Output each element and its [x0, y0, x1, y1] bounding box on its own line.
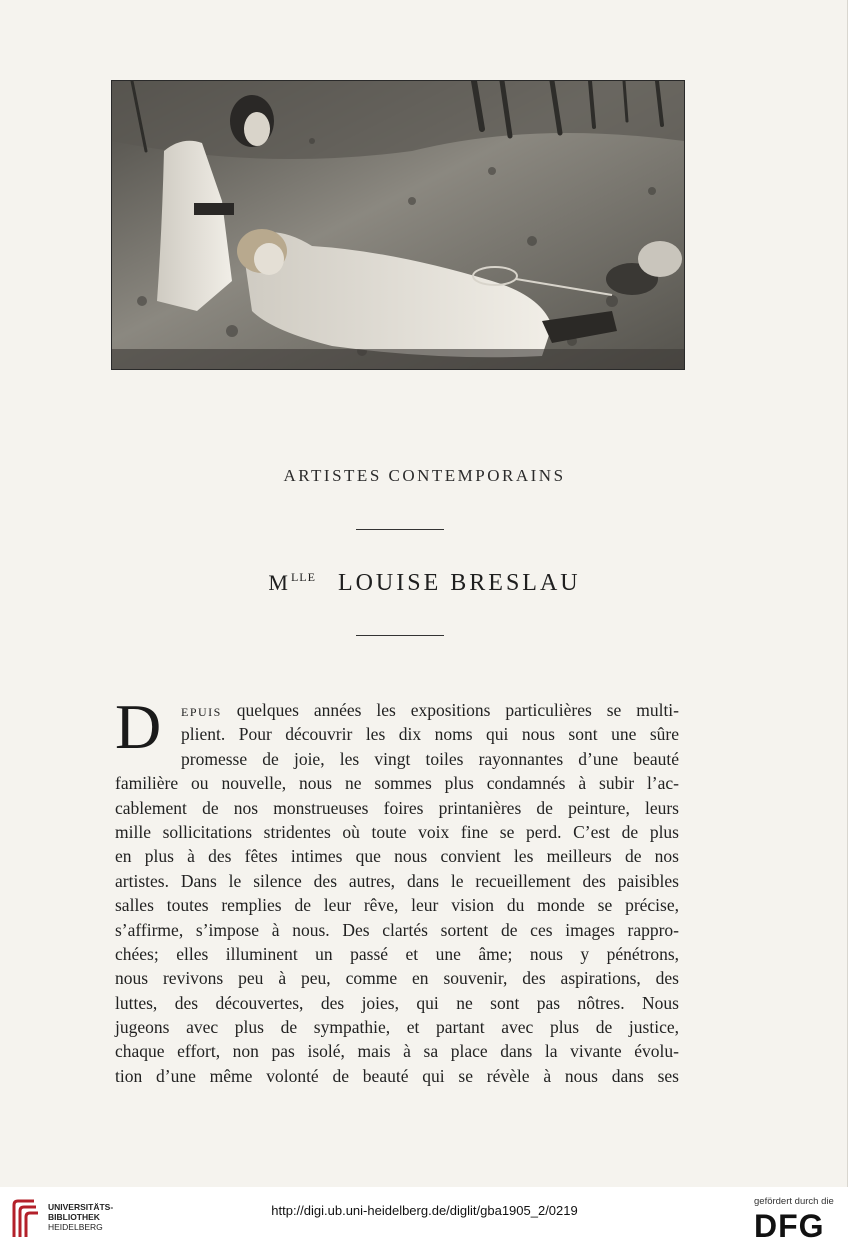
body-line: jugeons avec plus de sympathie, et partant avec plus de justice, [115, 1017, 679, 1038]
divider-bottom [356, 635, 444, 636]
body-line: familière ou nouvelle, nous ne sommes plus condamnés à subir l’ac- [115, 773, 679, 794]
title-prefix [268, 570, 316, 595]
painting-illustration [111, 80, 685, 370]
title-prefix-sup: LLE [290, 570, 316, 584]
body-line: salles toutes remplies de leur rêve, leur vision du monde se précise, [115, 895, 679, 916]
body-line: tion d’une même volonté de beauté qui se révèle à nous dans ses [115, 1065, 679, 1086]
body-line: plient. Pour découvrir les dix noms qui nous sont une sûre [181, 724, 679, 745]
body-line: promesse de joie, les vingt toiles rayonnantes d’une beauté [181, 748, 679, 769]
body-line: artistes. Dans le silence des autres, dans le recueillement des paisibles [115, 870, 679, 891]
title-prefix-letter: M [268, 570, 291, 595]
body-line: s’affirme, s’impose à nous. Des clartés sortent de ces images rappro- [115, 919, 679, 940]
library-line: HEIDELBERG [48, 1222, 103, 1232]
painting-svg [112, 81, 684, 369]
body-line: mille sollicitations stridentes où toute voix fine se perd. C’est de plus [115, 821, 679, 842]
first-word-smallcaps: epuis [181, 700, 222, 720]
body-line: chées; elles illuminent un passé et une âme; nous y pénétrons, [115, 943, 679, 964]
body-line: luttes, des découvertes, des joies, qui ne sont pas nôtres. Nous [115, 992, 679, 1013]
article-title [0, 570, 849, 597]
body-line-text: quelques années les expositions particulières se multi- [221, 700, 679, 720]
permalink-url[interactable]: http://digi.ub.uni-heidelberg.de/diglit/gba1905_2/0219 [271, 1203, 578, 1218]
body-line: cablement de nos monstrueuses foires printanières de peinture, leurs [115, 797, 679, 818]
dfg-logo[interactable]: DFG [754, 1208, 825, 1244]
drop-cap: D [115, 691, 162, 762]
divider-top [356, 529, 444, 530]
body-line [115, 698, 679, 722]
title-name: LOUISE BRESLAU [337, 570, 581, 596]
library-line: BIBLIOTHEK [48, 1212, 100, 1222]
body-line: nous revivons peu à peu, comme en souvenir, des aspirations, des [115, 968, 679, 989]
series-title: ARTISTES CONTEMPORAINS [283, 466, 566, 485]
library-line: UNIVERSITÄTS- [48, 1202, 114, 1212]
funder-note: gefördert durch die [754, 1196, 834, 1207]
body-line: chaque effort, non pas isolé, mais à sa place dans la vivante évolu- [115, 1041, 679, 1062]
article-body [115, 691, 679, 1088]
body-line: en plus à des fêtes intimes que nous convient les meilleurs de nos [115, 846, 679, 867]
